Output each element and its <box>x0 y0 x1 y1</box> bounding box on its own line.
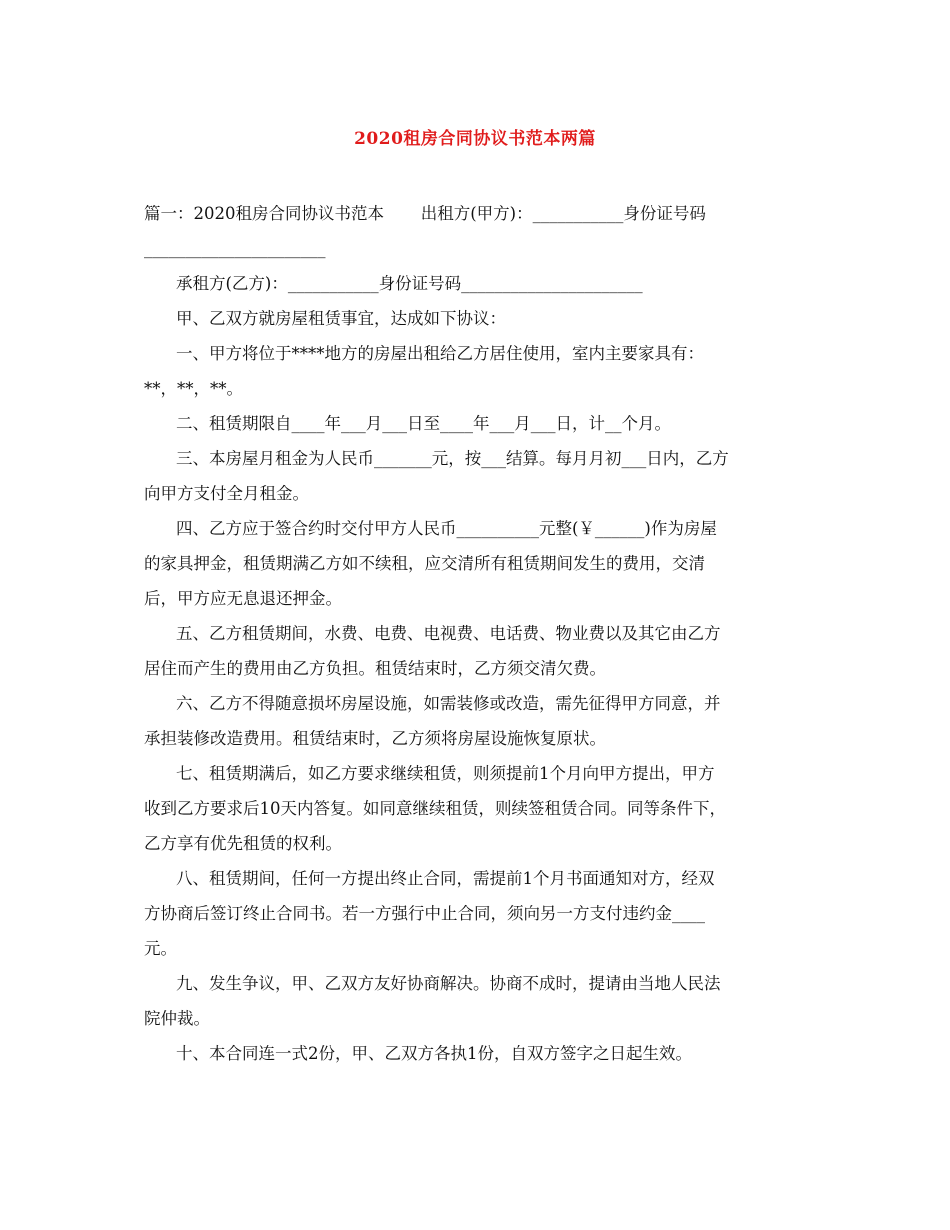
text-line-20: 八、租赁期间，任何一方提出终止合同，需提前1个月书面通知对方，经双 <box>176 869 715 888</box>
text-line-9: 向甲方支付全月租金。 <box>144 484 309 503</box>
text-line-24: 院仲裁。 <box>144 1009 210 1028</box>
text-line-13: 五、乙方租赁期间，水费、电费、电视费、电话费、物业费以及其它由乙方 <box>176 624 721 643</box>
text-line-8: 三、本房屋月租金为人民币_______元，按___结算。每月月初___日内，乙方 <box>176 449 729 468</box>
document-body <box>144 196 794 1071</box>
text-line-12: 后，甲方应无息退还押金。 <box>144 589 342 608</box>
text-line-5: 一、甲方将位于****地方的房屋出租给乙方居住使用，室内主要家具有： <box>176 344 704 363</box>
text-line-7: 二、租赁期限自____年___月___日至____年___月___日，计__个月。 <box>176 414 671 433</box>
text-line-22: 元。 <box>144 939 177 958</box>
text-line-6: **，**，**。 <box>144 379 243 398</box>
text-line-15: 六、乙方不得随意损坏房屋设施，如需装修或改造，需先征得甲方同意，并 <box>176 694 721 713</box>
text-line-14: 居住而产生的费用由乙方负担。租赁结束时，乙方须交清欠费。 <box>144 659 606 678</box>
text-line-23: 九、发生争议，甲、乙双方友好协商解决。协商不成时，提请由当地人民法 <box>176 974 721 993</box>
text-line-2: ______________________ <box>144 239 326 258</box>
text-line-3: 承租方(乙方)：___________身份证号码______________________ <box>176 274 643 293</box>
text-line-19: 乙方享有优先租赁的权利。 <box>144 834 342 853</box>
text-line-4: 甲、乙双方就房屋租赁事宜，达成如下协议： <box>176 309 506 328</box>
document-title: 2020租房合同协议书范本两篇 <box>354 129 596 149</box>
text-line-21: 方协商后签订终止合同书。若一方强行中止合同，须向另一方支付违约金____ <box>144 904 705 923</box>
text-line-16: 承担装修改造费用。租赁结束时，乙方须将房屋设施恢复原状。 <box>144 729 606 748</box>
text-line-10: 四、乙方应于签合约时交付甲方人民币__________元整(￥______)作为房屋 <box>176 519 717 538</box>
text-line-18: 收到乙方要求后10天内答复。如同意继续租赁，则续签租赁合同。同等条件下， <box>144 799 726 818</box>
text-line-25: 十、本合同连一式2份，甲、乙双方各执1份，自双方签字之日起生效。 <box>176 1044 692 1063</box>
text-line-17: 七、租赁期满后，如乙方要求继续租赁，则须提前1个月向甲方提出，甲方 <box>176 764 715 783</box>
text-line-1: 篇一：2020租房合同协议书范本 出租方(甲方)：___________身份证号码 <box>144 204 706 223</box>
text-line-11: 的家具押金，租赁期满乙方如不续租，应交清所有租赁期间发生的费用，交清 <box>144 554 705 573</box>
